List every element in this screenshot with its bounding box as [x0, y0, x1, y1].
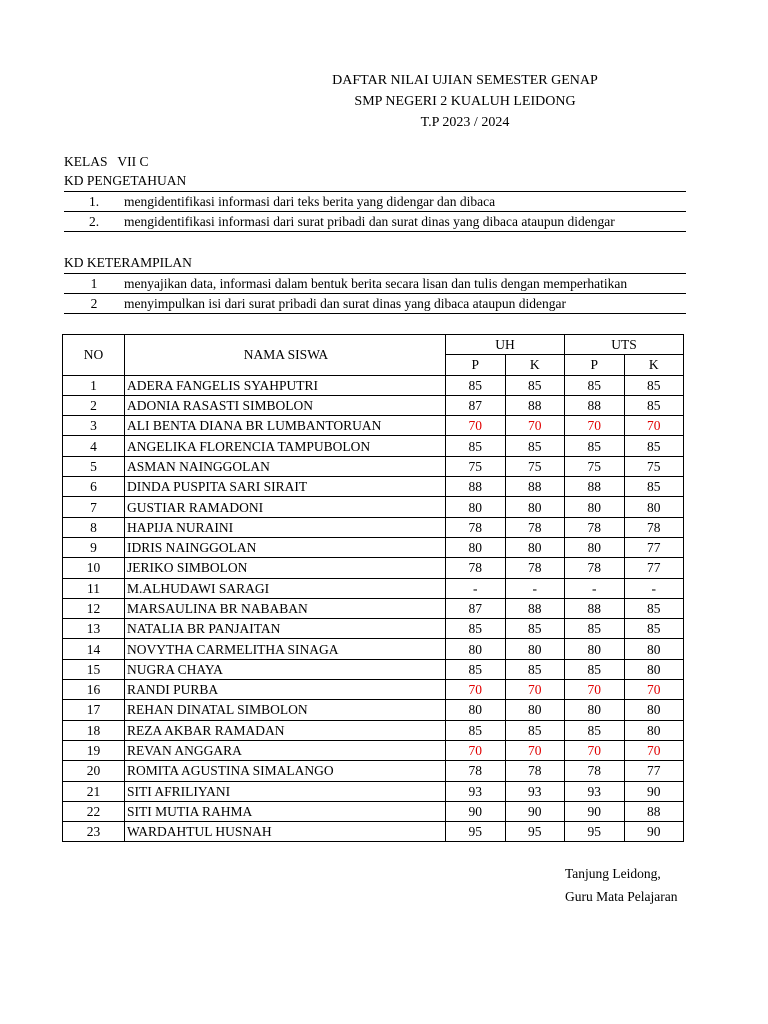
- table-row: [63, 416, 684, 436]
- kd-item-number: 2: [90, 296, 98, 311]
- table-row: [63, 659, 684, 679]
- table-row: [63, 598, 684, 618]
- table-row: [63, 497, 684, 517]
- uts-k-score: -: [624, 578, 684, 598]
- table-row: [63, 578, 684, 598]
- uh-k-score: 85: [505, 720, 565, 740]
- uh-p-score: 87: [446, 395, 506, 415]
- uts-p-score: 70: [565, 680, 625, 700]
- row-number: 4: [63, 436, 125, 456]
- kd-item-text: mengidentifikasi informasi dari teks berita yang didengar dan dibaca: [124, 194, 496, 209]
- uts-p-score: 88: [565, 598, 625, 618]
- student-name: ADONIA RASASTI SIMBOLON: [125, 395, 446, 415]
- header-no: NO: [63, 335, 125, 376]
- uh-p-score: 70: [446, 680, 506, 700]
- kd-item-number: 1.: [88, 194, 100, 209]
- uh-k-score: 78: [505, 761, 565, 781]
- table-row: [63, 781, 684, 801]
- uts-p-score: 85: [565, 436, 625, 456]
- row-number: 16: [63, 680, 125, 700]
- table-row: [63, 395, 684, 415]
- uh-p-score: 80: [446, 639, 506, 659]
- row-number: 3: [63, 416, 125, 436]
- student-name: ALI BENTA DIANA BR LUMBANTORUAN: [125, 416, 446, 436]
- student-name: IDRIS NAINGGOLAN: [125, 537, 446, 557]
- uh-k-score: 80: [505, 497, 565, 517]
- student-name: SITI MUTIA RAHMA: [125, 801, 446, 821]
- row-number: 1: [63, 375, 125, 395]
- header-uh: UH: [446, 335, 565, 355]
- row-number: 23: [63, 822, 125, 842]
- signature-place: Tanjung Leidong,: [565, 866, 661, 881]
- uts-p-score: 70: [565, 740, 625, 760]
- student-name: ADERA FANGELIS SYAHPUTRI: [125, 375, 446, 395]
- uts-k-score: 78: [624, 517, 684, 537]
- signature-block: [565, 862, 685, 908]
- student-name: NOVYTHA CARMELITHA SINAGA: [125, 639, 446, 659]
- uh-p-score: 85: [446, 375, 506, 395]
- uts-k-score: 85: [624, 477, 684, 497]
- uts-k-score: 77: [624, 537, 684, 557]
- kd-pengetahuan-item: [64, 212, 686, 232]
- kd-item-text: menyimpulkan isi dari surat pribadi dan surat dinas yang dibaca ataupun didengar: [124, 296, 566, 311]
- header-uts-k: K: [624, 355, 684, 375]
- uh-k-score: 88: [505, 395, 565, 415]
- table-row: [63, 375, 684, 395]
- table-row: [63, 477, 684, 497]
- row-number: 15: [63, 659, 125, 679]
- uts-p-score: 85: [565, 720, 625, 740]
- uts-p-score: 78: [565, 761, 625, 781]
- header-title: DAFTAR NILAI UJIAN SEMESTER GENAP: [332, 73, 598, 88]
- table-row: [63, 456, 684, 476]
- student-name: NUGRA CHAYA: [125, 659, 446, 679]
- uts-p-score: 88: [565, 395, 625, 415]
- table-row: [63, 619, 684, 639]
- student-name: SITI AFRILIYANI: [125, 781, 446, 801]
- uts-k-score: 77: [624, 761, 684, 781]
- table-row: [63, 558, 684, 578]
- class-label: KELAS VII C: [64, 154, 149, 169]
- uts-k-score: 90: [624, 781, 684, 801]
- uts-k-score: 80: [624, 720, 684, 740]
- kd-keterampilan-list: [64, 273, 686, 314]
- row-number: 17: [63, 700, 125, 720]
- kd-keterampilan-item: [64, 273, 686, 294]
- uh-k-score: -: [505, 578, 565, 598]
- uh-p-score: 75: [446, 456, 506, 476]
- uts-k-score: 77: [624, 558, 684, 578]
- uh-k-score: 78: [505, 558, 565, 578]
- row-number: 7: [63, 497, 125, 517]
- uh-p-score: 80: [446, 537, 506, 557]
- header-uh-p: P: [446, 355, 506, 375]
- header-uh-k: K: [505, 355, 565, 375]
- row-number: 14: [63, 639, 125, 659]
- kd-item-number: 2.: [88, 214, 100, 229]
- student-name: DINDA PUSPITA SARI SIRAIT: [125, 477, 446, 497]
- uh-p-score: 85: [446, 659, 506, 679]
- uts-k-score: 85: [624, 598, 684, 618]
- uh-k-score: 80: [505, 639, 565, 659]
- table-row: [63, 680, 684, 700]
- table-row: [63, 740, 684, 760]
- header-school: SMP NEGERI 2 KUALUH LEIDONG: [354, 94, 576, 109]
- uh-k-score: 85: [505, 619, 565, 639]
- student-name: ANGELIKA FLORENCIA TAMPUBOLON: [125, 436, 446, 456]
- uts-p-score: 85: [565, 659, 625, 679]
- row-number: 10: [63, 558, 125, 578]
- uh-k-score: 88: [505, 477, 565, 497]
- uts-k-score: 90: [624, 822, 684, 842]
- table-row: [63, 436, 684, 456]
- student-name: JERIKO SIMBOLON: [125, 558, 446, 578]
- uh-k-score: 80: [505, 700, 565, 720]
- kd-pengetahuan-item: [64, 191, 686, 212]
- document-header: [300, 70, 630, 133]
- uts-k-score: 75: [624, 456, 684, 476]
- uh-p-score: 78: [446, 558, 506, 578]
- row-number: 5: [63, 456, 125, 476]
- uh-k-score: 88: [505, 598, 565, 618]
- uh-p-score: 88: [446, 477, 506, 497]
- kd-item-text: mengidentifikasi informasi dari surat pribadi dan surat dinas yang dibaca ataupun didengar: [124, 214, 615, 229]
- student-name: REHAN DINATAL SIMBOLON: [125, 700, 446, 720]
- student-name: RANDI PURBA: [125, 680, 446, 700]
- uts-k-score: 70: [624, 680, 684, 700]
- row-number: 11: [63, 578, 125, 598]
- uh-p-score: 80: [446, 497, 506, 517]
- uh-k-score: 75: [505, 456, 565, 476]
- uts-p-score: 80: [565, 639, 625, 659]
- uts-k-score: 80: [624, 497, 684, 517]
- uts-k-score: 85: [624, 436, 684, 456]
- uh-k-score: 80: [505, 537, 565, 557]
- uts-k-score: 80: [624, 700, 684, 720]
- uh-p-score: 90: [446, 801, 506, 821]
- uts-k-score: 88: [624, 801, 684, 821]
- student-name: GUSTIAR RAMADONI: [125, 497, 446, 517]
- student-name: WARDAHTUL HUSNAH: [125, 822, 446, 842]
- uts-p-score: 85: [565, 375, 625, 395]
- uts-k-score: 80: [624, 659, 684, 679]
- uts-k-score: 85: [624, 395, 684, 415]
- header-uts-p: P: [565, 355, 625, 375]
- signature-role: Guru Mata Pelajaran: [565, 889, 678, 904]
- row-number: 8: [63, 517, 125, 537]
- uh-k-score: 95: [505, 822, 565, 842]
- uh-k-score: 85: [505, 375, 565, 395]
- table-row: [63, 720, 684, 740]
- row-number: 21: [63, 781, 125, 801]
- header-name: NAMA SISWA: [125, 335, 446, 376]
- uts-p-score: 78: [565, 517, 625, 537]
- uts-p-score: 75: [565, 456, 625, 476]
- row-number: 20: [63, 761, 125, 781]
- uh-p-score: -: [446, 578, 506, 598]
- uts-p-score: 80: [565, 497, 625, 517]
- uts-p-score: 93: [565, 781, 625, 801]
- uts-k-score: 85: [624, 375, 684, 395]
- uh-k-score: 70: [505, 416, 565, 436]
- table-row: [63, 639, 684, 659]
- row-number: 2: [63, 395, 125, 415]
- table-row: [63, 700, 684, 720]
- table-row: [63, 537, 684, 557]
- uts-p-score: 90: [565, 801, 625, 821]
- uh-p-score: 78: [446, 761, 506, 781]
- uh-p-score: 85: [446, 619, 506, 639]
- uh-p-score: 80: [446, 700, 506, 720]
- row-number: 19: [63, 740, 125, 760]
- row-number: 18: [63, 720, 125, 740]
- uh-p-score: 85: [446, 720, 506, 740]
- kd-keterampilan-item: [64, 294, 686, 314]
- student-name: HAPIJA NURAINI: [125, 517, 446, 537]
- student-name: M.ALHUDAWI SARAGI: [125, 578, 446, 598]
- uts-p-score: 88: [565, 477, 625, 497]
- uh-k-score: 93: [505, 781, 565, 801]
- student-name: ROMITA AGUSTINA SIMALANGO: [125, 761, 446, 781]
- uts-k-score: 70: [624, 740, 684, 760]
- kd-pengetahuan-list: [64, 191, 686, 232]
- uh-p-score: 95: [446, 822, 506, 842]
- kd-item-text: menyajikan data, informasi dalam bentuk berita secara lisan dan tulis dengan memperhatikan: [124, 276, 628, 291]
- uh-p-score: 93: [446, 781, 506, 801]
- grades-body: [63, 375, 684, 842]
- row-number: 6: [63, 477, 125, 497]
- uh-p-score: 70: [446, 740, 506, 760]
- uh-p-score: 87: [446, 598, 506, 618]
- uh-k-score: 90: [505, 801, 565, 821]
- uts-p-score: 70: [565, 416, 625, 436]
- uts-k-score: 80: [624, 639, 684, 659]
- student-name: MARSAULINA BR NABABAN: [125, 598, 446, 618]
- uts-p-score: -: [565, 578, 625, 598]
- kd-item-number: 1: [90, 276, 98, 291]
- kd-pengetahuan-title: KD PENGETAHUAN: [64, 173, 187, 188]
- student-name: ASMAN NAINGGOLAN: [125, 456, 446, 476]
- uts-p-score: 80: [565, 700, 625, 720]
- header-uts: UTS: [565, 335, 684, 355]
- header-year: T.P 2023 / 2024: [420, 115, 510, 130]
- uh-k-score: 70: [505, 740, 565, 760]
- row-number: 13: [63, 619, 125, 639]
- uh-k-score: 85: [505, 659, 565, 679]
- table-row: [63, 822, 684, 842]
- table-row: [63, 761, 684, 781]
- uts-p-score: 78: [565, 558, 625, 578]
- grades-table: [62, 334, 684, 842]
- kd-keterampilan-title: KD KETERAMPILAN: [64, 255, 192, 270]
- uh-k-score: 78: [505, 517, 565, 537]
- uts-p-score: 85: [565, 619, 625, 639]
- uh-p-score: 70: [446, 416, 506, 436]
- row-number: 22: [63, 801, 125, 821]
- uts-k-score: 70: [624, 416, 684, 436]
- table-row: [63, 801, 684, 821]
- uh-k-score: 85: [505, 436, 565, 456]
- uh-p-score: 78: [446, 517, 506, 537]
- uh-p-score: 85: [446, 436, 506, 456]
- uts-p-score: 80: [565, 537, 625, 557]
- row-number: 12: [63, 598, 125, 618]
- student-name: REVAN ANGGARA: [125, 740, 446, 760]
- student-name: REZA AKBAR RAMADAN: [125, 720, 446, 740]
- uts-p-score: 95: [565, 822, 625, 842]
- row-number: 9: [63, 537, 125, 557]
- student-name: NATALIA BR PANJAITAN: [125, 619, 446, 639]
- table-row: [63, 517, 684, 537]
- uh-k-score: 70: [505, 680, 565, 700]
- uts-k-score: 85: [624, 619, 684, 639]
